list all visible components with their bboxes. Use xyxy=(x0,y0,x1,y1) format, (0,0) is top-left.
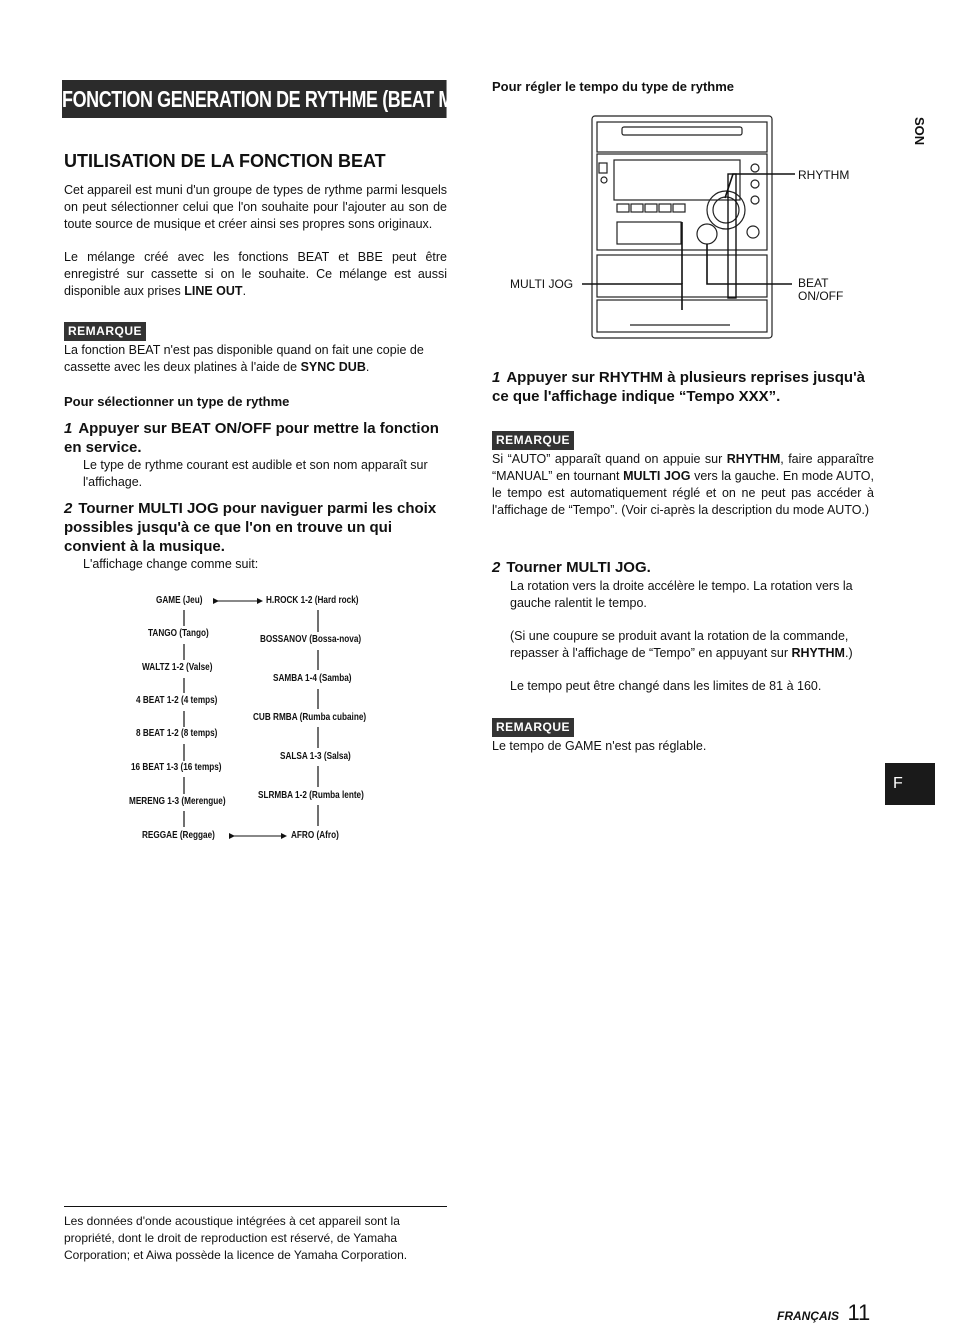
tempo-step-2-title: 2 Tourner MULTI JOG. xyxy=(492,559,651,576)
rhythm-reggae: REGGAE (Reggae) xyxy=(142,830,215,841)
intro-paragraph-2: Le mélange créé avec les fonctions BEAT et BBE peut être enregistré sur cassette si on le souhaite. Ce mélange est aussi disponible aux prises LINE OUT. xyxy=(64,250,447,298)
device-diagram xyxy=(500,110,870,345)
remarque-text-2: Si “AUTO” apparaît quand on appuie sur RHYTHM, faire apparaître “MANUAL” en tournant MULTI JOG vers la gauche. En mode AUTO, le tempo est automatiquement réglé et on ne peut pas accéder à l'affichage de “Tempo”. (Voir ci-après la description du mode AUTO.) xyxy=(492,452,874,517)
rhythm-hrock: H.ROCK 1-2 (Hard rock) xyxy=(266,595,359,606)
rhythm-bossanov: BOSSANOV (Bossa-nova) xyxy=(260,634,362,645)
rhythm-8beat: 8 BEAT 1-2 (8 temps) xyxy=(136,728,218,739)
rhythm-16beat: 16 BEAT 1-3 (16 temps) xyxy=(131,762,222,773)
remarque-badge-3: REMARQUE xyxy=(492,718,574,737)
rhythm-mereng: MERENG 1-3 (Merengue) xyxy=(129,796,226,807)
label-beat: BEAT xyxy=(798,276,829,290)
rhythm-tango: TANGO (Tango) xyxy=(148,628,209,639)
rhythm-slrmba: SLRMBA 1-2 (Rumba lente) xyxy=(258,790,364,801)
label-rhythm: RHYTHM xyxy=(798,168,850,182)
rhythm-cubrmba: CUB RMBA (Rumba cubaine) xyxy=(253,712,367,723)
footer-language: FRANÇAIS xyxy=(777,1309,839,1323)
label-on-off: ON/OFF xyxy=(798,289,844,303)
footnote: Les données d'onde acoustique intégrées à cet appareil sont la propriété, dont le droit de reproduction est réservé, de Yamaha Corporation; et Aiwa possède la licence de Yamaha Corporation. xyxy=(64,1214,408,1262)
remarque-text: La fonction BEAT n'est pas disponible quand on fait une copie de cassette avec les deux platines à l'aide de SYNC DUB. xyxy=(64,343,424,374)
rhythm-4beat: 4 BEAT 1-2 (4 temps) xyxy=(136,695,218,706)
remarque-badge: REMARQUE xyxy=(64,322,146,341)
rhythm-game: GAME (Jeu) xyxy=(156,595,203,606)
side-tab-son: SON xyxy=(912,117,927,146)
sub-heading-select: Pour sélectionner un type de rythme xyxy=(64,394,290,409)
tempo-step-2-text-2: (Si une coupure se produit avant la rotation de la commande, repasser à l'affichage de “Tempo” en appuyant sur RHYTHM.) xyxy=(510,629,853,660)
rhythm-afro: AFRO (Afro) xyxy=(291,830,339,841)
intro-paragraph-1: Cet appareil est muni d'un groupe de types de rythme parmi lesquels on peut sélectionner celui que l'on souhaite pour l'ajouter au son de toute source de musique et créer ainsi ses propres sons originaux. xyxy=(64,183,447,231)
step-2-text: L'affichage change comme suit: xyxy=(83,557,259,571)
tempo-step-1-title: 1 Appuyer sur RHYTHM à plusieurs reprises jusqu'à ce que l'affichage indique “Tempo XXX”. xyxy=(492,369,866,405)
step-1-text: Le type de rythme courant est audible et son nom apparaît sur l'affichage. xyxy=(83,458,428,489)
rhythm-salsa: SALSA 1-3 (Salsa) xyxy=(280,751,351,762)
language-tab: F xyxy=(885,763,935,805)
section-heading: UTILISATION DE LA FONCTION BEAT xyxy=(64,151,386,171)
rhythm-samba: SAMBA 1-4 (Samba) xyxy=(273,673,352,684)
remarque-badge-2: REMARQUE xyxy=(492,431,574,450)
sub-heading-tempo: Pour régler le tempo du type de rythme xyxy=(492,79,734,94)
step-2-title: 2 Tourner MULTI JOG pour naviguer parmi les choix possibles jusqu'à ce que l'on en trouve un qui convient à la musique. xyxy=(64,500,437,555)
step-1-title: 1 Appuyer sur BEAT ON/OFF pour mettre la fonction en service. xyxy=(64,420,439,456)
rhythm-waltz: WALTZ 1-2 (Valse) xyxy=(142,662,213,673)
stereo-unit-illustration xyxy=(500,110,870,345)
rhythm-cycle-diagram xyxy=(120,590,400,850)
page-number: 11 xyxy=(847,1300,871,1325)
tempo-step-2-text-3: Le tempo peut être changé dans les limites de 81 à 160. xyxy=(510,679,822,693)
section-banner: FONCTION GENERATION DE RYTHME (BEAT MASTER DX) xyxy=(62,80,447,118)
tempo-step-2-text-1: La rotation vers la droite accélère le tempo. La rotation vers la gauche ralentit le tempo. xyxy=(510,579,853,610)
label-multi-jog: MULTI JOG xyxy=(510,277,574,291)
remarque-text-3: Le tempo de GAME n'est pas réglable. xyxy=(492,739,707,753)
page-footer xyxy=(777,1300,870,1326)
footnote-rule xyxy=(64,1206,447,1207)
